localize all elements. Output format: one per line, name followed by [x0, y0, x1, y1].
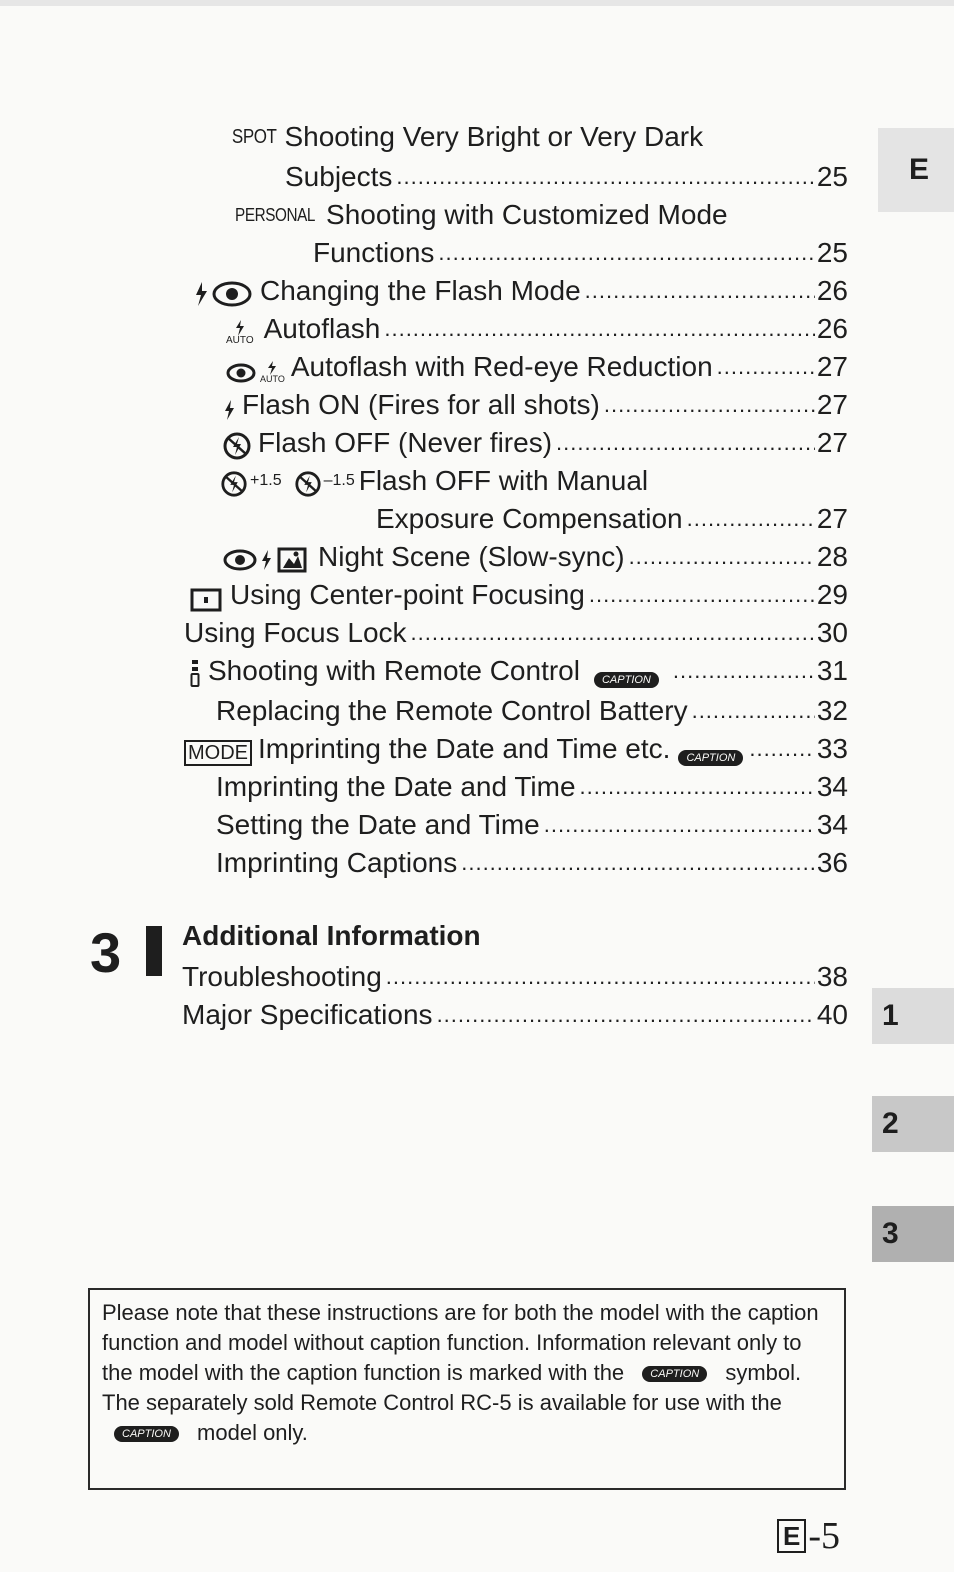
toc-imprint-title: Imprinting the Date and Time — [216, 771, 576, 802]
side-tab-3-label: 3 — [882, 1217, 899, 1250]
remote-control-icon — [190, 658, 200, 688]
flash-eye-icon — [192, 280, 254, 308]
page-top-edge — [0, 0, 954, 6]
night-scene-icon — [222, 546, 308, 574]
page-number-value: -5 — [808, 1515, 840, 1557]
side-tab-e[interactable] — [878, 128, 954, 212]
toc-flash-off-title: Flash OFF (Never fires) — [258, 427, 553, 458]
toc-entry-specifications[interactable] — [182, 998, 848, 1032]
toc-remote-page: 31 — [816, 655, 848, 686]
toc-setting-title: Setting the Date and Time — [216, 809, 540, 840]
toc-entry-imprint-date[interactable] — [216, 770, 848, 804]
toc-specs-page: 40 — [816, 999, 848, 1030]
toc-night-page: 28 — [816, 541, 848, 572]
toc-imprint-page: 34 — [816, 771, 848, 802]
toc-entry-imprint-etc[interactable] — [184, 732, 848, 766]
toc-flash-off-manual-page: 27 — [816, 503, 848, 534]
mode-button-icon: MODE — [184, 740, 252, 766]
toc-spot-line1 — [228, 120, 703, 154]
leader-dots — [589, 584, 815, 606]
leader-dots — [438, 242, 814, 264]
side-tab-1-label: 1 — [882, 999, 899, 1032]
caption-badge: CAPTION — [594, 672, 659, 688]
side-tab-2[interactable] — [872, 1096, 954, 1152]
toc-center-title: Using Center-point Focusing — [230, 579, 585, 610]
caption-note-box — [88, 1288, 846, 1490]
leader-dots — [411, 622, 815, 644]
side-tab-1[interactable] — [872, 988, 954, 1044]
toc-imprint-etc-page: 33 — [816, 733, 848, 764]
plus-exposure-label: +1.5 — [250, 472, 282, 489]
leader-dots — [437, 1004, 815, 1026]
toc-troubleshooting-page: 38 — [816, 961, 848, 992]
leader-dots — [692, 700, 815, 722]
note-text-2-end: model only. — [197, 1420, 308, 1445]
toc-focus-lock-title: Using Focus Lock — [184, 617, 407, 648]
flash-off-minus-icon — [294, 470, 322, 498]
toc-flash-mode-title: Changing the Flash Mode — [260, 275, 581, 306]
caption-badge: CAPTION — [114, 1426, 179, 1442]
section-marker-bar — [146, 926, 162, 976]
section-number: 3 — [90, 921, 122, 984]
toc-specs-title: Major Specifications — [182, 999, 433, 1030]
page-number — [777, 1514, 840, 1558]
toc-autoflash-page: 26 — [816, 313, 848, 344]
auto-flash-icon — [226, 320, 254, 346]
auto-label: AUTO — [226, 335, 254, 346]
auto-label: AUTO — [260, 374, 285, 384]
language-e-box: E — [777, 1519, 806, 1553]
toc-replace-title: Replacing the Remote Control Battery — [216, 695, 688, 726]
leader-dots — [461, 852, 815, 874]
toc-flash-off-manual-title-2: Exposure Compensation — [376, 503, 683, 534]
toc-entry-focus-lock[interactable] — [184, 616, 848, 650]
caption-badge: CAPTION — [642, 1366, 707, 1382]
side-tab-2-label: 2 — [882, 1107, 899, 1140]
note-text-1-end: symbol. — [725, 1360, 802, 1385]
toc-entry-autoflash[interactable] — [226, 312, 848, 346]
toc-entry-troubleshooting[interactable] — [182, 960, 848, 994]
toc-personal-line1 — [228, 198, 728, 232]
leader-dots — [629, 546, 815, 568]
note-paragraph-2 — [102, 1388, 832, 1448]
toc-flash-mode-page: 26 — [816, 275, 848, 306]
toc-flash-off-manual-title-1: Flash OFF with Manual — [358, 465, 649, 496]
toc-entry-center-point[interactable] — [190, 578, 848, 612]
toc-spot-page: 25 — [816, 161, 848, 192]
toc-flash-off-manual-line1 — [220, 464, 648, 498]
leader-dots — [604, 394, 815, 416]
toc-entry-flash-mode[interactable] — [192, 274, 848, 308]
personal-icon: PERSONAL — [235, 205, 315, 225]
toc-flash-off-page: 27 — [816, 427, 848, 458]
toc-autoflash-title: Autoflash — [263, 313, 381, 344]
toc-entry-remote-control[interactable] — [190, 654, 848, 688]
note-text-2: The separately sold Remote Control RC-5 is available for use with the — [102, 1390, 782, 1415]
toc-night-title: Night Scene (Slow-sync) — [318, 541, 625, 572]
toc-entry-replace-battery[interactable] — [216, 694, 848, 728]
minus-exposure-label: –1.5 — [323, 472, 355, 489]
flash-off-plus-icon — [220, 470, 248, 498]
leader-dots — [749, 738, 815, 760]
toc-entry-personal[interactable] — [313, 236, 848, 270]
toc-replace-page: 32 — [816, 695, 848, 726]
leader-dots — [386, 966, 815, 988]
toc-entry-setting-date[interactable] — [216, 808, 848, 842]
toc-captions-page: 36 — [816, 847, 848, 878]
flash-icon — [222, 398, 236, 422]
leader-dots — [717, 356, 815, 378]
toc-flash-on-page: 27 — [816, 389, 848, 420]
toc-entry-flash-off[interactable] — [222, 426, 848, 460]
leader-dots — [687, 508, 815, 530]
toc-setting-page: 34 — [816, 809, 848, 840]
toc-center-page: 29 — [816, 579, 848, 610]
spot-icon: SPOT — [231, 126, 277, 148]
leader-dots — [556, 432, 815, 454]
toc-focus-lock-page: 30 — [816, 617, 848, 648]
toc-personal-page: 25 — [816, 237, 848, 268]
toc-entry-redeye[interactable] — [226, 350, 848, 384]
toc-entry-flash-on[interactable] — [222, 388, 848, 422]
toc-personal-title-2: Functions — [313, 237, 435, 268]
leader-dots — [580, 776, 815, 798]
leader-dots — [396, 166, 814, 188]
toc-personal-title-1: Shooting with Customized Mode — [326, 199, 728, 230]
toc-entry-night-scene[interactable] — [222, 540, 848, 574]
flash-off-icon — [222, 432, 252, 460]
toc-flash-on-title: Flash ON (Fires for all shots) — [242, 389, 600, 420]
toc-redeye-title: Autoflash with Red-eye Reduction — [290, 351, 713, 382]
leader-dots — [384, 318, 814, 340]
toc-troubleshooting-title: Troubleshooting — [182, 961, 382, 992]
toc-spot-title-1: Shooting Very Bright or Very Dark — [284, 121, 704, 152]
leader-dots — [585, 280, 815, 302]
toc-remote-title: Shooting with Remote Control — [208, 655, 580, 686]
side-tab-3[interactable] — [872, 1206, 954, 1262]
toc-spot-title-2: Subjects — [285, 161, 393, 192]
toc-imprint-etc-title: Imprinting the Date and Time etc. — [258, 733, 671, 764]
toc-captions-title: Imprinting Captions — [216, 847, 458, 878]
section-title: Additional Information — [182, 920, 481, 951]
side-tab-e-label: E — [908, 153, 929, 186]
leader-dots — [544, 814, 815, 836]
toc-entry-captions[interactable] — [216, 846, 848, 880]
redeye-auto-icon — [226, 361, 285, 384]
center-focus-icon — [190, 588, 222, 612]
toc-entry-flash-off-manual[interactable] — [376, 502, 848, 536]
leader-dots — [673, 660, 815, 682]
toc-entry-spot[interactable] — [285, 160, 848, 194]
note-text-1: Please note that these instructions are for both the model with the caption function and model without caption function. Information relevant only to the model with the caption function is marked with the — [102, 1300, 819, 1385]
toc-redeye-page: 27 — [816, 351, 848, 382]
caption-badge: CAPTION — [678, 750, 743, 766]
note-paragraph-1 — [102, 1298, 832, 1388]
